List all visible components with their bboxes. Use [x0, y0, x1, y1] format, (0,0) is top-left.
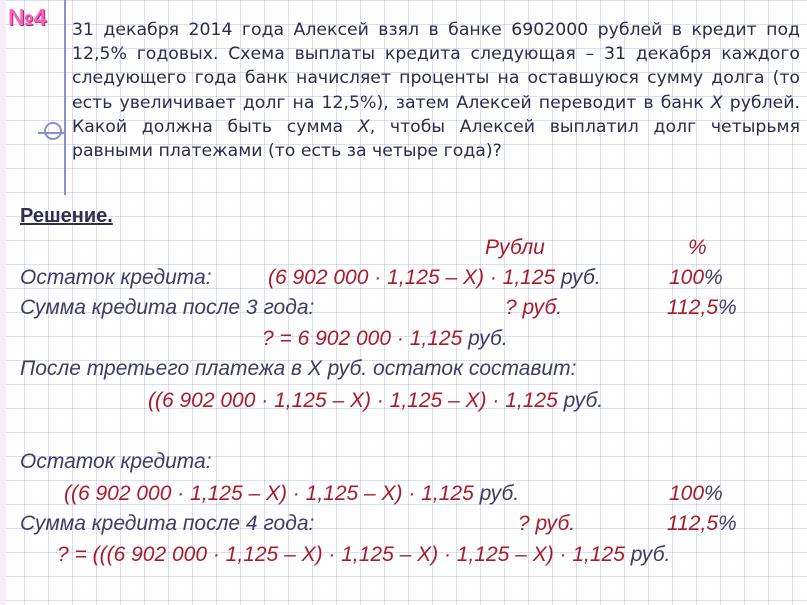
decorative-vertical-line	[64, 0, 66, 195]
row7-percent	[669, 481, 723, 507]
row2-unknown	[505, 295, 562, 321]
row5-expr: ((6 902 000 · 1,125 – Х) · 1,125 – Х) · 1,125	[148, 389, 558, 412]
row7-expr: ((6 902 000 · 1,125 – Х) · 1,125 – Х) · 1,125	[64, 482, 474, 505]
row5-expression	[148, 388, 603, 414]
row3-expr: ? = 6 902 000 · 1,125	[262, 327, 463, 350]
row2-percent-sign: %	[718, 296, 737, 319]
row2-percent-value: 112,5	[667, 296, 718, 319]
problem-variable-x: Х	[710, 92, 723, 113]
row2-question: ?	[505, 296, 523, 319]
row1-unit: руб.	[555, 266, 601, 289]
row8-unknown	[518, 511, 575, 537]
row6-label: Остаток кредита:	[20, 450, 212, 473]
row9-expr: ? = (((6 902 000 · 1,125 – Х) · 1,125 – Х) · 1,125 – Х) · 1,125	[57, 543, 625, 566]
row2-percent	[667, 295, 737, 321]
left-margin-band	[0, 0, 6, 605]
row1-label: Остаток кредита:	[20, 266, 212, 289]
row7-unit: руб.	[473, 482, 520, 505]
row1-percent-value: 100	[669, 266, 705, 289]
row2-unit: руб	[522, 296, 557, 319]
problem-text-part2: рублей. Какой должна быть сумма	[72, 92, 800, 137]
problem-statement	[72, 18, 800, 163]
row8-dot: .	[569, 512, 576, 535]
row8-percent-value: 112,5	[667, 512, 718, 535]
row4-text: После третьего платежа в Х руб. остаток составит:	[20, 357, 577, 380]
row8-percent-sign: %	[718, 512, 737, 535]
problem-variable-x-2: Х	[357, 116, 370, 137]
problem-text-part1: 31 декабря 2014 года Алексей взял в банке 6902000 рублей в кредит под 12,5% годовых. Схема выплаты кредита следующая – 31 декабря каждого следующего года банк начисляет проценты на оставшуюся сумму долга (то есть увеличивает долг на 12,5%), затем Алексей переводит в банк	[72, 20, 800, 113]
row2-dot: .	[556, 296, 563, 319]
row2-label: Сумма кредита после 3 года:	[20, 296, 315, 319]
row8-question: ?	[518, 512, 536, 535]
problem-text-part3: , чтобы Алексей выплатил долг четырьмя равными платежами (то есть за четыре года)?	[72, 116, 800, 162]
row7-expression	[64, 481, 519, 507]
row9-equation	[57, 542, 670, 568]
row1-expr: (6 902 000 · 1,125 – Х) · 1,125	[268, 266, 556, 289]
slide-number-badge: №4	[8, 4, 47, 30]
row8-label: Сумма кредита после 4 года:	[20, 512, 315, 535]
row8-unit: руб	[535, 512, 570, 535]
row7-percent-sign: %	[704, 482, 723, 505]
row8-percent	[667, 511, 737, 537]
column-header-percent: %	[688, 236, 707, 259]
row3-unit: руб.	[462, 327, 508, 350]
row1-percent-sign: %	[704, 266, 723, 289]
row5-unit: руб.	[557, 389, 604, 412]
solution-title: Решение.	[20, 205, 113, 227]
row1-percent	[669, 265, 723, 291]
decorative-circle	[44, 122, 62, 140]
row7-percent-value: 100	[669, 482, 705, 505]
row1-expression	[268, 265, 601, 291]
row9-unit: руб.	[624, 543, 671, 566]
column-header-rubles: Рубли	[485, 236, 545, 259]
row3-equation	[262, 326, 508, 352]
